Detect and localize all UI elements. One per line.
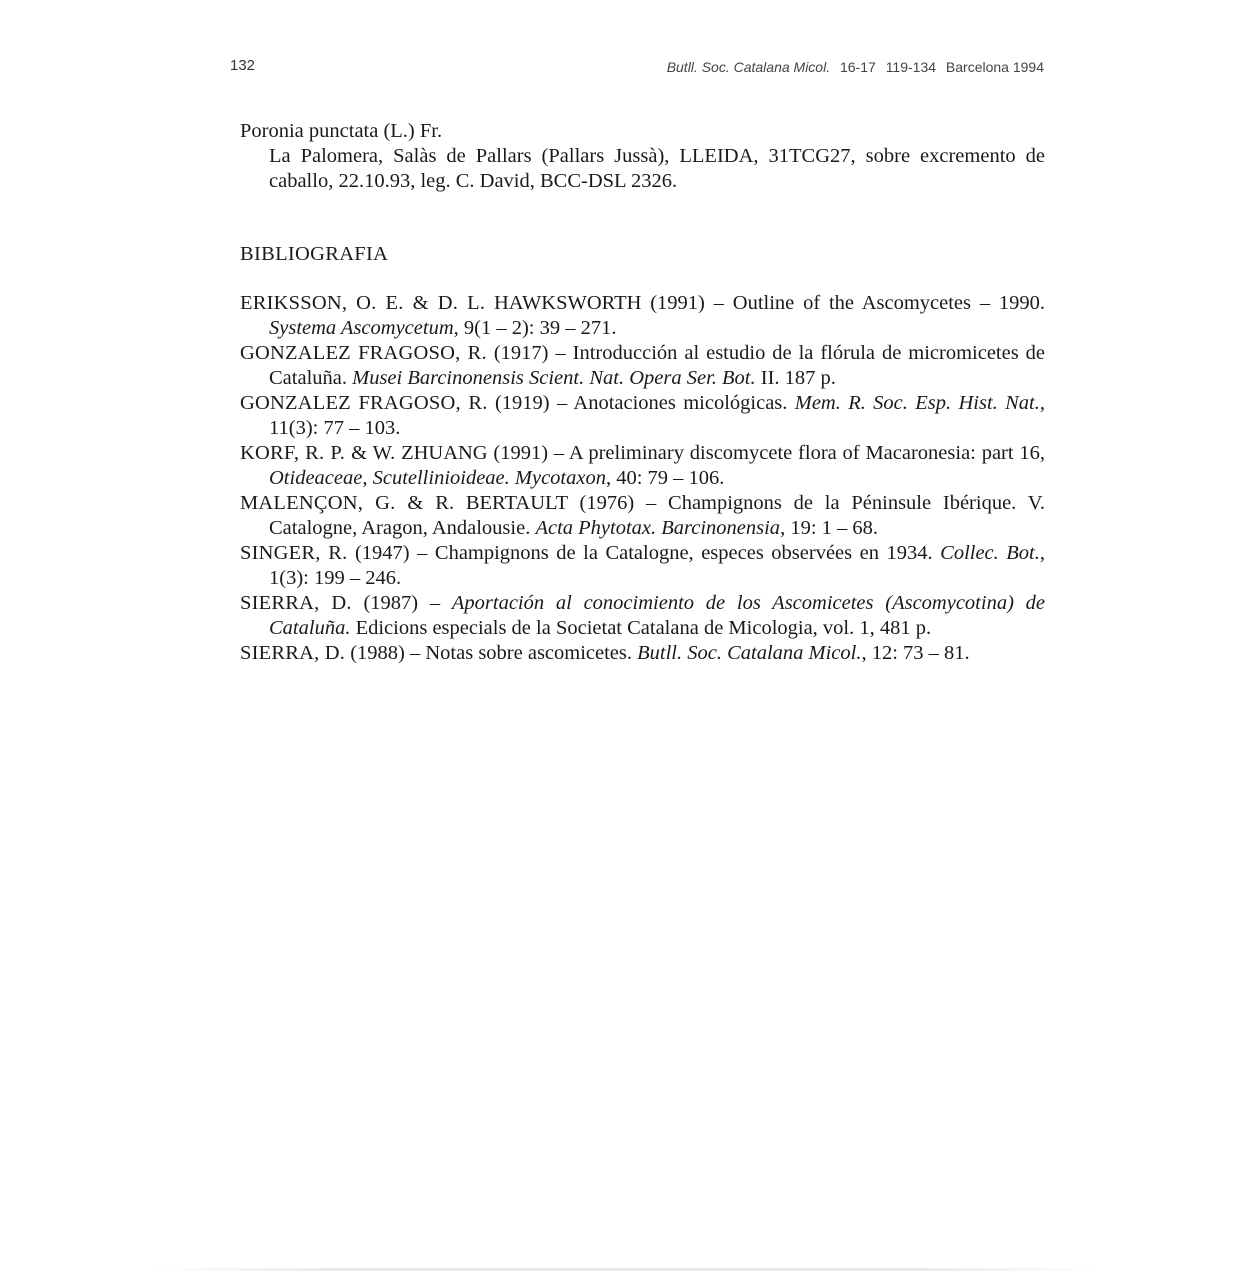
journal-pages: 119-134 — [885, 59, 937, 75]
reference-details: , 1(3): 199 – 246. — [269, 542, 1046, 589]
reference-text: (1947) – Champignons de la Catalogne, especes observées en 1934. — [347, 542, 941, 564]
reference-source: Otideaceae, Scutellinioideae. Mycotaxon — [269, 467, 606, 489]
page-number: 132 — [230, 57, 256, 74]
reference-text: (1917) – Introducción al estudio de la flórula de micromicetes de Cataluña. — [269, 342, 1045, 389]
reference-source: Collec. Bot. — [940, 542, 1040, 564]
reference-author: GONZALEZ FRAGOSO, R. — [240, 342, 487, 364]
reference-item — [240, 341, 1045, 391]
specimen-record — [240, 119, 1045, 194]
reference-details: , 9(1 – 2): 39 – 271. — [453, 317, 617, 339]
reference-details: , 11(3): 77 – 103. — [269, 392, 1045, 439]
journal-place-year: Barcelona 1994 — [945, 59, 1044, 75]
reference-source: Aportación al conocimiento de los Ascomicetes (Ascomycotina) de Cataluña. — [269, 592, 1045, 639]
reference-item — [240, 291, 1045, 341]
reference-details: II. 187 p. — [755, 367, 836, 389]
reference-source: Butll. Soc. Catalana Micol. — [637, 642, 862, 664]
section-heading: BIBLIOGRAFIA — [240, 243, 389, 265]
specimen-locality: La Palomera, Salàs de Pallars (Pallars Jussà), LLEIDA, 31TCG27, sobre excremento de caballo, 22.10.93, leg. C. David, BCC-DSL 2326. — [269, 145, 1045, 192]
reference-item — [240, 591, 1045, 641]
reference-source: Systema Ascomycetum — [269, 317, 454, 339]
reference-text: HAWKSWORTH (1991) – Outline of the Ascomycetes – 1990. — [485, 292, 1046, 314]
reference-text: R. BERTAULT (1976) – Champignons de la Péninsule Ibérique. V. Catalogne, Aragon, Andalousie. — [269, 492, 1045, 539]
reference-text: (1919) – Anotaciones micológicas. — [487, 392, 795, 414]
reference-details: , 12: 73 – 81. — [861, 642, 970, 664]
reference-details: Edicions especials de la Societat Catalana de Micologia, vol. 1, 481 p. — [350, 617, 932, 639]
reference-author: SINGER, R. — [240, 542, 348, 564]
journal-volume: 16-17 — [839, 59, 876, 75]
reference-author: GONZALEZ FRAGOSO, R. — [240, 392, 488, 414]
reference-text: W. ZHUANG (1991) – A preliminary discomycete flora of Macaronesia: part 16, — [367, 442, 1045, 464]
reference-author: MALENÇON, G. & — [240, 492, 424, 514]
reference-source: Acta Phytotax. Barcinonensia — [535, 517, 781, 539]
reference-item — [240, 491, 1045, 541]
reference-item — [240, 641, 1045, 666]
reference-text: (1987) – — [351, 592, 452, 614]
reference-item — [240, 441, 1045, 491]
scan-edge-shadow — [150, 1268, 1100, 1271]
reference-author: ERIKSSON, O. E. & D. L. — [240, 292, 486, 314]
reference-details: , 19: 1 – 68. — [780, 517, 879, 539]
reference-author: SIERRA, D. — [240, 642, 346, 664]
reference-item — [240, 541, 1045, 591]
species-name: Poronia punctata (L.) Fr. — [240, 120, 443, 142]
reference-details: , 40: 79 – 106. — [605, 467, 725, 489]
reference-source: Musei Barcinonensis Scient. Nat. Opera Ser. Bot. — [352, 367, 756, 389]
reference-author: KORF, R. P. & — [240, 442, 368, 464]
reference-author: SIERRA, D. — [240, 592, 352, 614]
journal-name: Butll. Soc. Catalana Micol. — [666, 59, 831, 75]
reference-item — [240, 391, 1045, 441]
reference-text: (1988) – Notas sobre ascomicetes. — [345, 642, 638, 664]
reference-source: Mem. R. Soc. Esp. Hist. Nat. — [794, 392, 1040, 414]
bibliography-list — [240, 291, 1045, 666]
running-header — [667, 59, 1044, 75]
